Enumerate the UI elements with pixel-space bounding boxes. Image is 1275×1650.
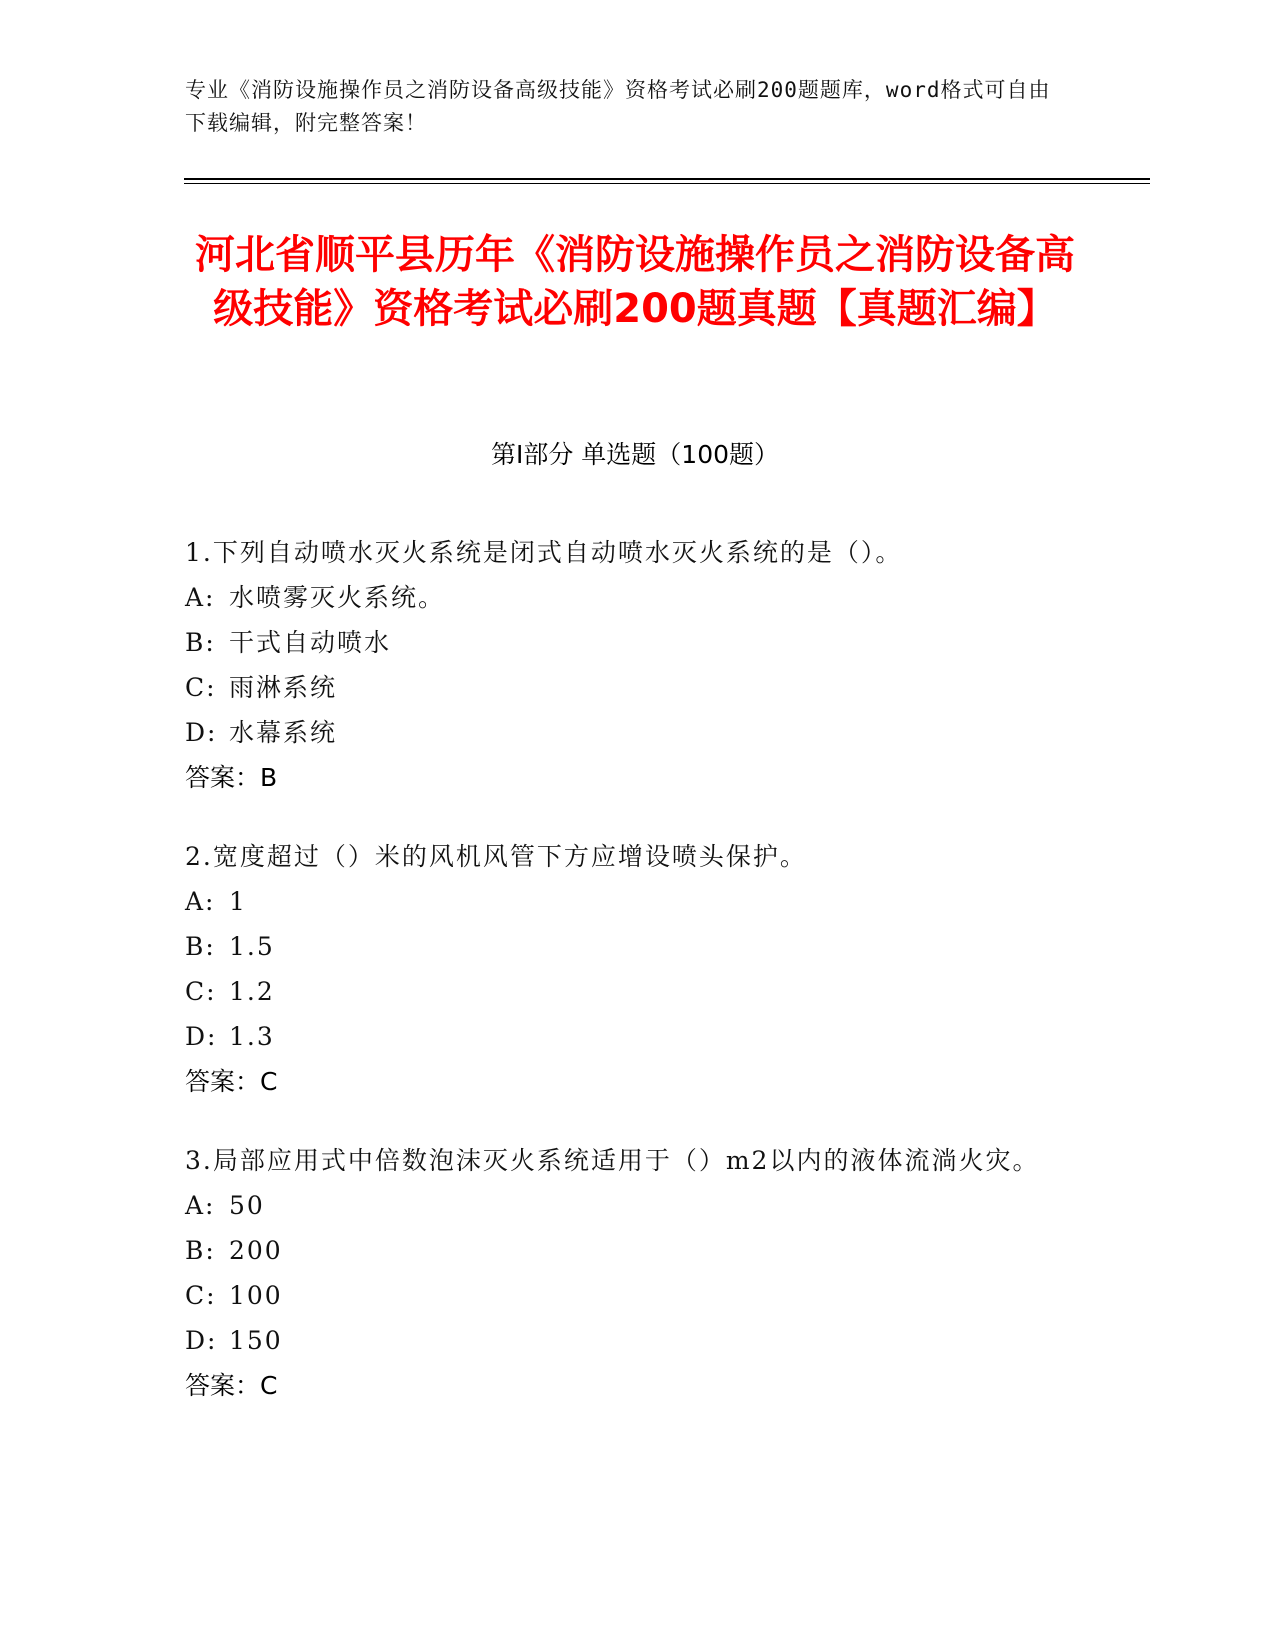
option-b	[185, 924, 1065, 969]
option-key: A:	[185, 1191, 216, 1220]
document-title: 河北省顺平县历年《消防设施操作员之消防设备高级技能》资格考试必刷200题真题【真题汇编】	[195, 232, 1075, 332]
option-text: 1.5	[229, 932, 275, 961]
option-key: D:	[185, 1326, 218, 1355]
option-text: 100	[229, 1281, 283, 1310]
option-d	[185, 710, 1065, 755]
option-b	[185, 1228, 1065, 1273]
option-text: 200	[229, 1236, 283, 1265]
option-key: A:	[185, 887, 216, 916]
section-title: 第Ⅰ部分 单选题（100题）	[490, 440, 780, 469]
header-note: 专业《消防设施操作员之消防设备高级技能》资格考试必刷200题题库，word格式可自由下载编辑，附完整答案！	[185, 78, 1051, 135]
answer-line: 答案：C	[185, 1067, 278, 1096]
question-stem: 3.局部应用式中倍数泡沫灭火系统适用于（）m2以内的液体流淌火灾。	[185, 1146, 1040, 1175]
option-text: 150	[229, 1326, 283, 1355]
option-a	[185, 575, 1065, 620]
option-d	[185, 1014, 1065, 1059]
question-stem: 1.下列自动喷水灭火系统是闭式自动喷水灭火系统的是（）。	[185, 538, 903, 567]
option-key: C:	[185, 1281, 217, 1310]
option-text: 干式自动喷水	[229, 628, 392, 657]
question-2	[185, 834, 1065, 1104]
option-key: C:	[185, 673, 217, 702]
question-3	[185, 1138, 1065, 1408]
option-key: D:	[185, 1022, 218, 1051]
option-key: B:	[185, 932, 216, 961]
option-text: 雨淋系统	[229, 673, 338, 702]
question-stem: 2.宽度超过（）米的风机风管下方应增设喷头保护。	[185, 842, 807, 871]
option-c	[185, 665, 1065, 710]
option-d	[185, 1318, 1065, 1363]
option-text: 水幕系统	[229, 718, 338, 747]
answer-line: 答案：B	[185, 763, 278, 792]
option-c	[185, 1273, 1065, 1318]
option-key: A:	[185, 583, 216, 612]
question-list	[185, 530, 1065, 1442]
option-text: 50	[229, 1191, 265, 1220]
option-c	[185, 969, 1065, 1014]
option-text: 水喷雾灭火系统。	[229, 583, 446, 612]
option-text: 1.3	[229, 1022, 275, 1051]
option-key: B:	[185, 628, 216, 657]
option-key: D:	[185, 718, 218, 747]
option-a	[185, 1183, 1065, 1228]
answer-line: 答案：C	[185, 1371, 278, 1400]
question-1	[185, 530, 1065, 800]
option-b	[185, 620, 1065, 665]
option-key: C:	[185, 977, 217, 1006]
option-text: 1.2	[229, 977, 275, 1006]
option-key: B:	[185, 1236, 216, 1265]
header-divider-thick	[184, 178, 1150, 180]
option-text: 1	[229, 887, 247, 916]
option-a	[185, 879, 1065, 924]
header-divider-thin	[184, 183, 1150, 184]
